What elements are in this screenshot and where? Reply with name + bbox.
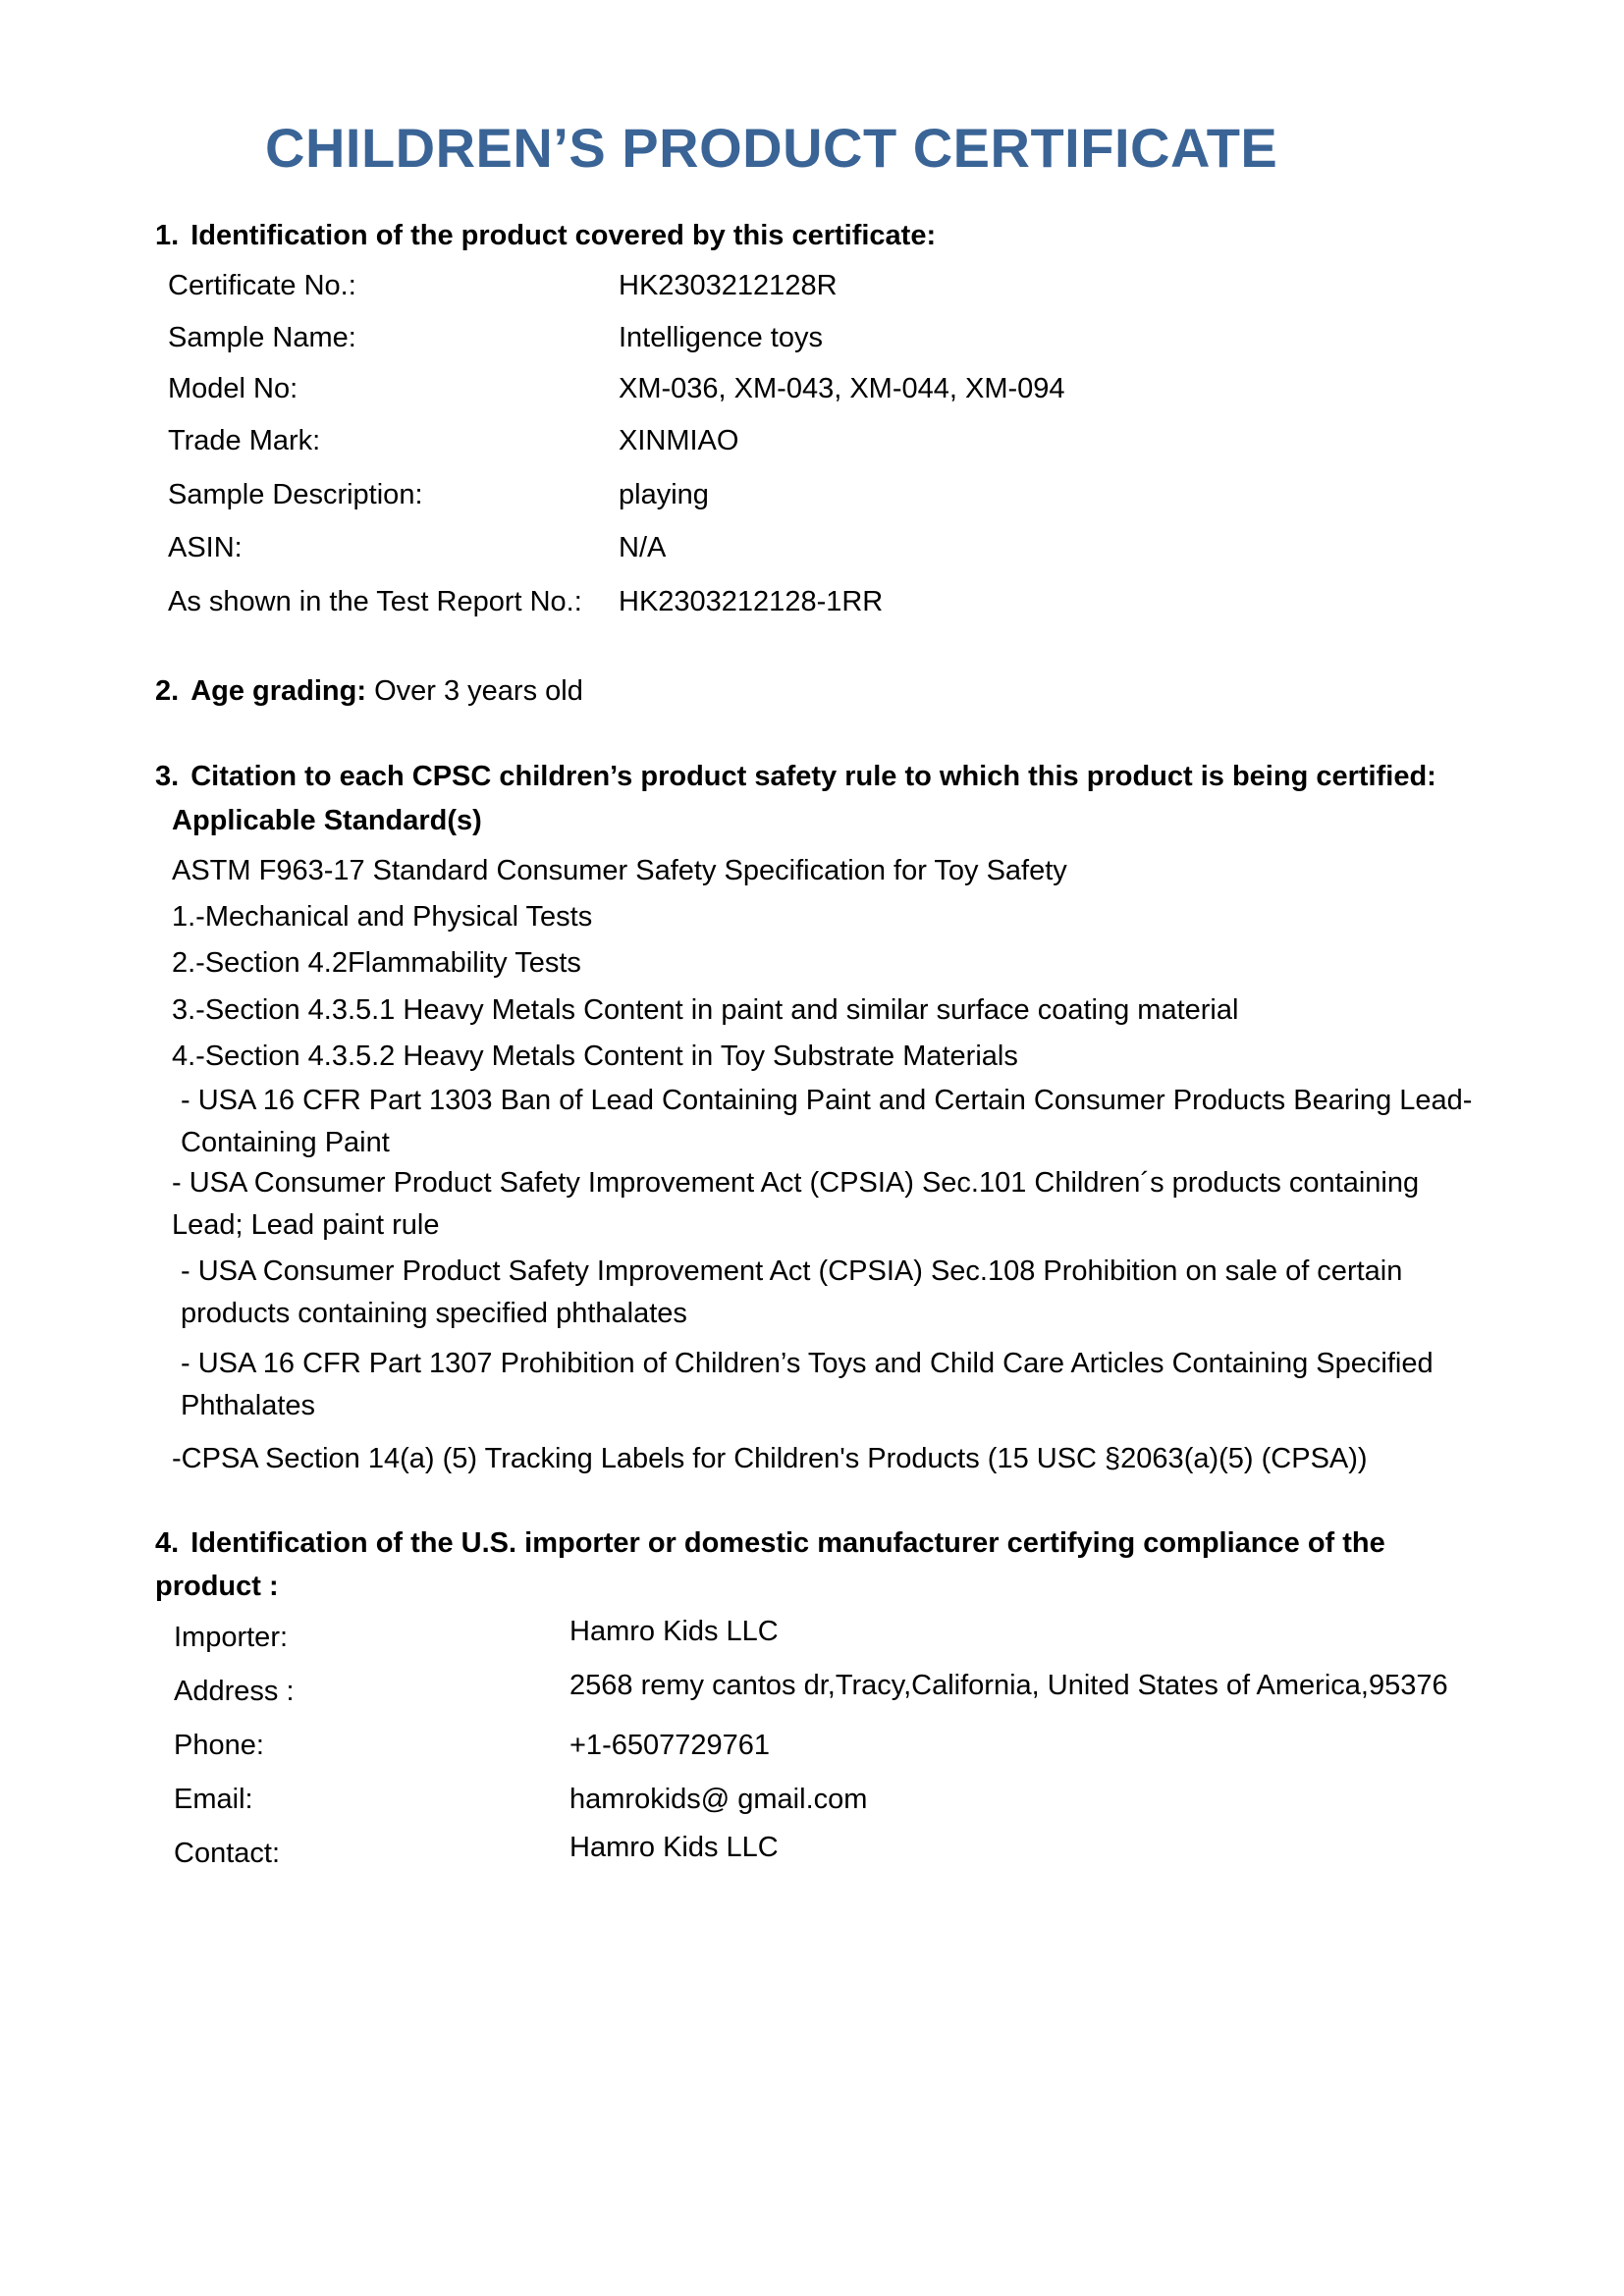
standard-line: - USA Consumer Product Safety Improvement Act (CPSIA) Sec.108 Prohibition on sale of certain products containing specified phthalates [181,1255,1403,1329]
test-report-label: As shown in the Test Report No.: [168,586,582,617]
model-no-label: Model No: [168,373,298,404]
certificate-no-label: Certificate No.: [168,270,356,301]
contact-label: Contact: [174,1838,280,1869]
importer-label: Importer: [174,1622,289,1653]
standard-line: ASTM F963-17 Standard Consumer Safety Specification for Toy Safety [172,855,1067,886]
section-3-heading [155,761,1436,793]
section-1-number: 1. [155,220,180,251]
section-2-number: 2. [155,675,180,707]
standard-line: 4.-Section 4.3.5.2 Heavy Metals Content in Toy Substrate Materials [172,1041,1018,1072]
section-1-heading-text: Identification of the product covered by this certificate: [190,220,937,251]
section-1-heading [155,220,936,252]
section-4-heading [155,1527,1385,1560]
standard-line: - USA 16 CFR Part 1307 Prohibition of Children’s Toys and Child Care Articles Containing Specified Phthalates [181,1348,1434,1421]
sample-name-value: Intelligence toys [619,322,823,353]
section-2-heading [155,675,583,708]
applicable-standards-heading: Applicable Standard(s) [172,805,482,836]
asin-value: N/A [619,532,667,563]
phone-label: Phone: [174,1730,264,1761]
section-3-heading-text: Citation to each CPSC children’s product safety rule to which this product is being certified: [190,761,1436,792]
contact-value: Hamro Kids LLC [569,1832,779,1863]
email-value: hamrokids@ gmail.com [569,1784,868,1815]
certificate-no-value: HK2303212128R [619,270,838,301]
address-value: 2568 remy cantos dr,Tracy,California, United States of America,95376 [569,1670,1448,1701]
age-grading-value: Over 3 years old [374,675,583,707]
standard-line: 3.-Section 4.3.5.1 Heavy Metals Content in paint and similar surface coating material [172,994,1239,1026]
standard-line: 2.-Section 4.2Flammability Tests [172,947,581,979]
asin-label: ASIN: [168,532,243,563]
section-4-heading-text: Identification of the U.S. importer or domestic manufacturer certifying compliance of the [190,1527,1385,1559]
email-label: Email: [174,1784,253,1815]
standard-line: - USA 16 CFR Part 1303 Ban of Lead Containing Paint and Certain Consumer Products Bearing Lead- Containing Paint [181,1085,1473,1158]
sample-description-value: playing [619,479,709,510]
model-no-value: XM-036, XM-043, XM-044, XM-094 [619,373,1065,404]
address-label: Address : [174,1676,295,1707]
section-4-number: 4. [155,1527,180,1559]
standard-line: 1.-Mechanical and Physical Tests [172,901,593,933]
importer-value: Hamro Kids LLC [569,1616,779,1647]
trade-mark-value: XINMIAO [619,425,739,456]
age-grading-label: Age grading: [190,675,367,707]
phone-value: +1-6507729761 [569,1730,771,1761]
test-report-value: HK2303212128-1RR [619,586,884,617]
section-3-number: 3. [155,761,180,792]
standard-line: -CPSA Section 14(a) (5) Tracking Labels for Children's Products (15 USC §2063(a)(5) (CPSA)) [172,1443,1368,1474]
certificate-title: CHILDREN’S PRODUCT CERTIFICATE [265,117,1278,179]
section-4-heading-continued: product : [155,1571,279,1602]
trade-mark-label: Trade Mark: [168,425,321,456]
standard-line: - USA Consumer Product Safety Improvement Act (CPSIA) Sec.101 Children´s products containing Lead; Lead paint rule [172,1167,1420,1241]
sample-description-label: Sample Description: [168,479,423,510]
sample-name-label: Sample Name: [168,322,356,353]
